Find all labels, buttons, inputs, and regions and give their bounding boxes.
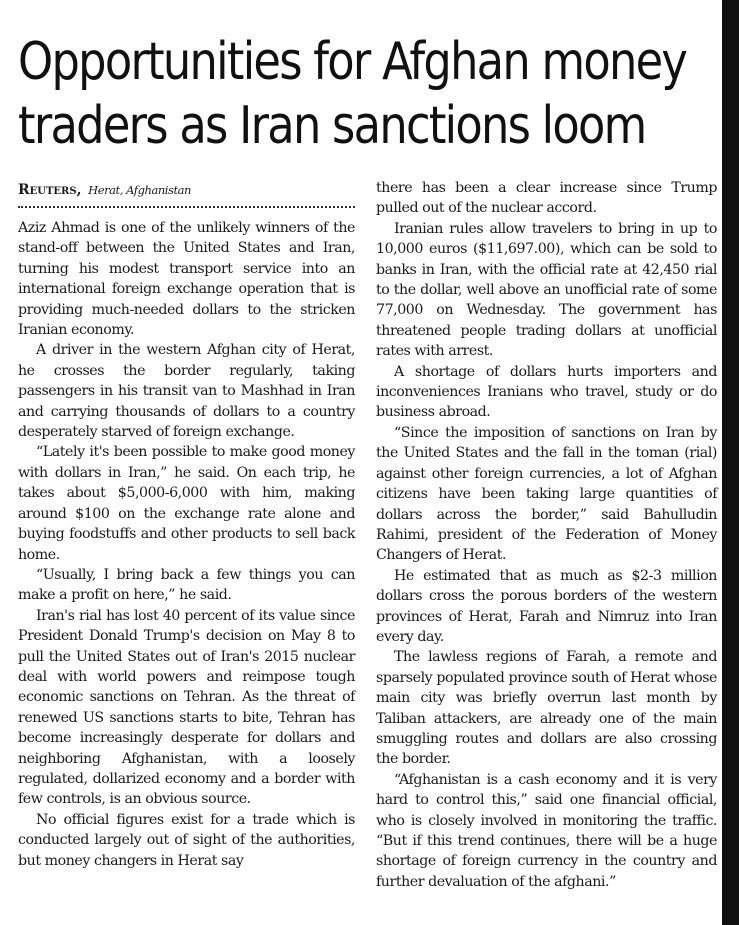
paragraph: “Lately it's been possible to make good money with dollars in Iran,” he said. On each trip, he takes about $5,000-6,000 with him, making around $100 on the exchange rate alone and buying foodstuffs and other products to sell back home. [18, 444, 355, 563]
paragraph: Aziz Ahmad is one of the unlikely winners of the stand-off between the United States and Iran, turning his modest transport service into an international foreign exchange operation that is providing much-needed dollars to the stricken Iranian economy. [18, 220, 355, 339]
article-column-left [18, 178, 355, 871]
byline [18, 178, 355, 202]
paragraph: there has been a clear increase since Trump pulled out of the nuclear accord. [376, 180, 717, 217]
paragraph: “Afghanistan is a cash economy and it is very hard to control this,” said one financial official, who is closely involved in monitoring the traffic. “But if this trend continues, there will be a huge shortage of foreign currency in the country and further devaluation of the afghani.” [376, 771, 717, 890]
paragraph: “Usually, I bring back a few things you can make a profit on here,” he said. [18, 566, 355, 604]
headline-line-2: traders as Iran sanctions loom [18, 96, 646, 156]
paragraph: The lawless regions of Farah, a remote and sparsely populated province south of Herat whose main city was briefly overrun last month by Taliban attackers, are already one of the main smuggling routes and dollars are also crossing the border. [376, 649, 717, 768]
paragraph: No official figures exist for a trade which is conducted largely out of sight of the authorities, but money changers in Herat say [18, 811, 355, 869]
headline-line-1: Opportunities for Afghan money [18, 32, 687, 92]
dotted-divider [18, 206, 355, 208]
paragraph: Iranian rules allow travelers to bring in up to 10,000 euros ($11,697.00), which can be sold to banks in Iran, with the official rate at 42,450 rial to the dollar, well above an unofficial rate of some 77,000 on Wednesday. The government has threatened people trading dollars at unofficial rates with arrest. [376, 220, 717, 360]
headline [18, 30, 687, 158]
paragraph: Iran's rial has lost 40 percent of its value since President Donald Trump's decision on May 8 to pull the United States out of Iran's 2015 nuclear deal with world powers and reimpose tough economic sanctions on Tehran. As the threat of renewed US sanctions starts to bite, Tehran has become increasingly desperate for dollars and neighboring Afghanistan, with a loosely regulated, dollarized economy and a border with few controls, is an obvious source. [18, 607, 355, 808]
paragraph: A shortage of dollars hurts importers and inconveniences Iranians who travel, study or do business abroad. [376, 363, 717, 421]
article-column-right [376, 178, 717, 892]
page-edge-bar [722, 0, 739, 925]
paragraph: A driver in the western Afghan city of Herat, he crosses the border regularly, taking passengers in his transit van to Mashhad in Iran and carrying thousands of dollars to a country desperately starved of foreign exchange. [18, 342, 355, 441]
byline-agency: Reuters, [18, 182, 82, 198]
byline-dateline: Herat, Afghanistan [88, 183, 192, 197]
paragraph: He estimated that as much as $2-3 million dollars cross the porous borders of the western provinces of Herat, Farah and Nimruz into Iran every day. [376, 567, 717, 645]
paragraph: “Since the imposition of sanctions on Iran by the United States and the fall in the toman (rial) against other foreign currencies, a lot of Afghan citizens have been taking large quantities of dollars across the border,” said Bahulludin Rahimi, president of the Federation of Money Changers of Herat. [376, 424, 717, 564]
